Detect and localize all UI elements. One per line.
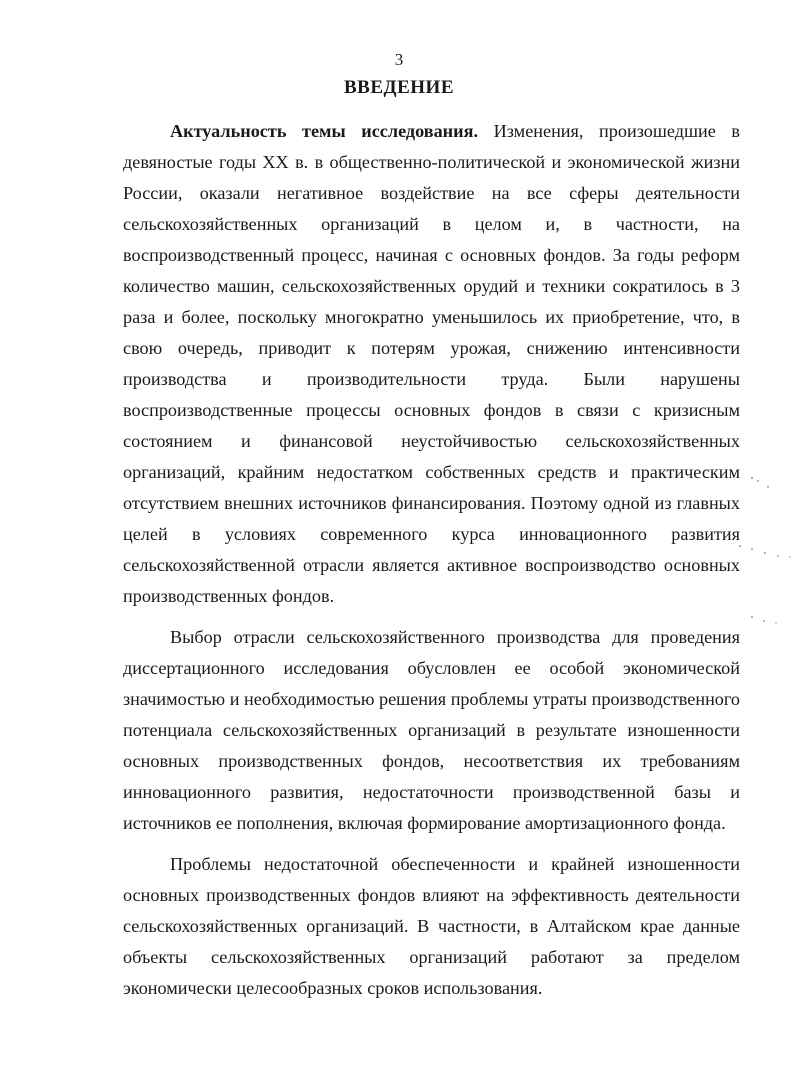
document-body (123, 116, 740, 1014)
paragraph-text: Проблемы недостаточной обеспеченности и крайней изношенности основных производственных фондов влияют на эффективность деятельности сельскохозяйственных организаций. В частности, в Алтайском крае данные объекты сельскохозяйственных организаций работают за пределом экономически целесообразных сроков использования. (123, 854, 740, 998)
paragraph-text: Изменения, произошедшие в девяностые годы XX в. в общественно-политической и экономической жизни России, оказали негативное воздействие на все сферы деятельности сельскохозяйственных организаций в целом и, в частности, на воспроизводственный процесс, начиная с основных фондов. За годы реформ количество машин, сельскохозяйственных орудий и техники сократилось в 3 раза и более, поскольку многократно уменьшилось их приобретение, что, в свою очередь, приводит к потерям урожая, снижению интенсивности производства и производительности труда. Были нарушены воспроизводственные процессы основных фондов в связи с кризисным состоянием и финансовой неустойчивостью сельскохозяйственных организаций, крайним недостатком собственных средств и практическим отсутствием внешних источников финансирования. Поэтому одной из главных целей в условиях современного курса инновационного развития сельскохозяйственной отрасли является активное воспроизводство основных производственных фондов. (123, 121, 740, 606)
paragraph-lead: Актуальность темы исследования. (170, 121, 479, 141)
paragraph-relevance (123, 116, 740, 612)
page-number: 3 (394, 50, 404, 69)
paragraph-text: Выбор отрасли сельскохозяйственного производства для проведения диссертационного исследования обусловлен ее особой экономической значимостью и необходимостью решения проблемы утраты производственного потенциала сельскохозяйственных организаций в результате изношенности основных производственных фондов, несоответствия их требованиям инновационного развития, недостаточности производственной базы и источников ее пополнения, включая формирование амортизационного фонда. (123, 627, 740, 833)
section-heading: ВВЕДЕНИЕ (344, 77, 454, 98)
paragraph-industry-choice (123, 622, 740, 839)
paragraph-problems (123, 849, 740, 1004)
